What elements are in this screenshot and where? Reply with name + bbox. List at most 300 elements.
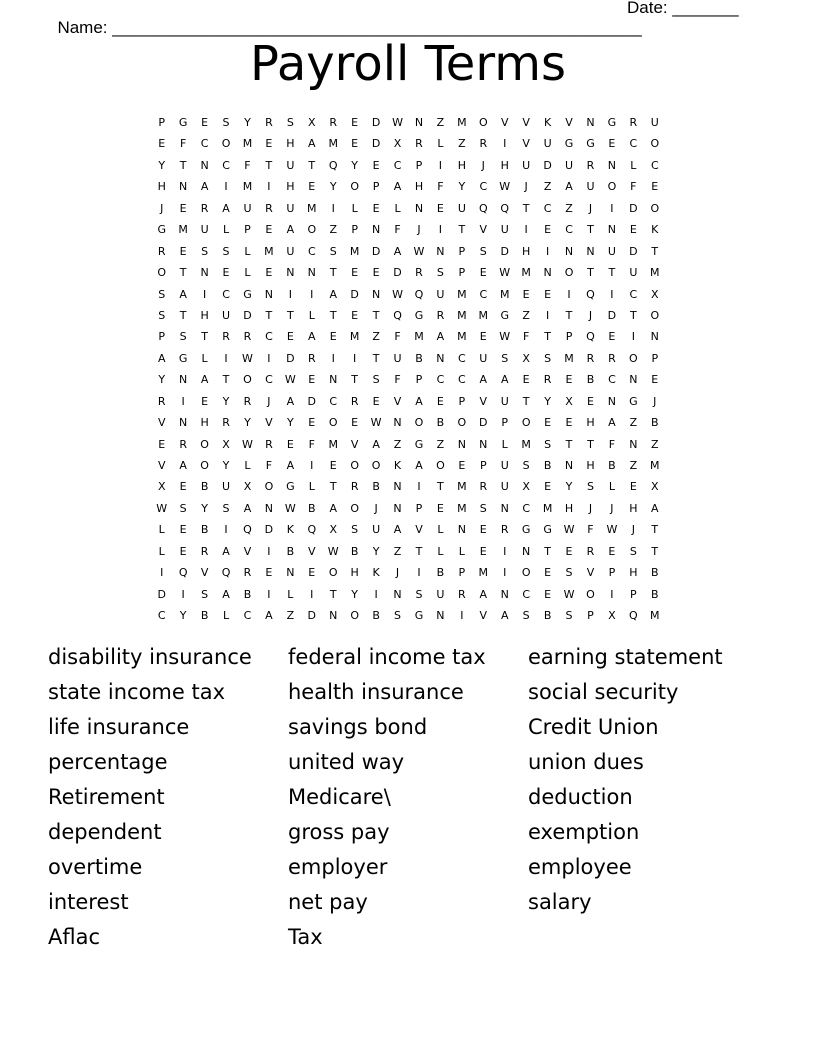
- grid-letter: M: [650, 609, 660, 623]
- grid-row: [151, 219, 666, 240]
- grid-letter: F: [244, 158, 251, 172]
- grid-letter: I: [202, 287, 207, 301]
- word-item: net pay: [288, 890, 368, 914]
- grid-letter: A: [415, 394, 423, 408]
- grid-letter: Y: [244, 416, 251, 430]
- grid-letter: R: [222, 416, 230, 430]
- grid-letter: B: [651, 587, 659, 601]
- grid-letter: L: [244, 244, 251, 258]
- grid-letter: C: [307, 244, 316, 258]
- grid-letter: E: [651, 373, 659, 387]
- grid-letter: L: [222, 223, 230, 237]
- grid-letter: Q: [478, 201, 488, 215]
- grid-letter: I: [224, 351, 228, 365]
- grid-letter: Y: [351, 158, 359, 172]
- grid-letter: K: [286, 523, 294, 537]
- word-column: [528, 640, 768, 955]
- grid-letter: R: [307, 351, 316, 365]
- grid-letter: T: [286, 308, 294, 322]
- grid-letter: G: [500, 308, 509, 322]
- grid-letter: V: [308, 544, 316, 558]
- grid-letter: W: [563, 587, 575, 601]
- grid-letter: B: [350, 544, 359, 558]
- grid-letter: H: [414, 180, 424, 194]
- grid-letter: E: [179, 544, 187, 558]
- grid-row: [151, 476, 666, 497]
- grid-letter: L: [630, 158, 637, 172]
- grid-letter: W: [242, 437, 253, 451]
- grid-letter: I: [545, 308, 550, 322]
- grid-letter: G: [157, 223, 166, 237]
- grid-letter: O: [629, 351, 638, 365]
- grid-letter: S: [544, 351, 552, 365]
- grid-letter: I: [503, 566, 507, 580]
- grid-letter: L: [244, 459, 251, 472]
- grid-letter: T: [544, 330, 551, 344]
- grid-letter: L: [158, 523, 165, 537]
- grid-letter: U: [286, 201, 295, 215]
- grid-letter: S: [479, 244, 487, 258]
- grid-letter: N: [436, 609, 445, 623]
- grid-letter: D: [371, 137, 381, 151]
- grid-letter: C: [458, 373, 466, 387]
- grid-letter: P: [372, 180, 380, 194]
- grid-letter: X: [651, 287, 659, 301]
- grid-letter: F: [587, 523, 594, 537]
- grid-letter: E: [179, 523, 187, 537]
- word-item: union dues: [528, 750, 644, 774]
- grid-letter: Z: [629, 416, 638, 430]
- grid-letter: T: [587, 223, 594, 237]
- grid-letter: M: [521, 266, 531, 280]
- grid-letter: A: [286, 223, 295, 237]
- grid-letter: E: [308, 566, 316, 580]
- grid-letter: U: [222, 308, 231, 322]
- grid-letter: C: [629, 287, 638, 301]
- grid-row: [151, 305, 666, 326]
- grid-letter: J: [653, 394, 657, 408]
- grid-letter: U: [586, 180, 595, 194]
- grid-letter: U: [565, 158, 574, 172]
- grid-row: [151, 605, 666, 626]
- grid-letter: T: [587, 266, 594, 280]
- grid-letter: I: [267, 351, 271, 365]
- grid-letter: H: [500, 158, 509, 172]
- grid-letter: D: [307, 609, 317, 623]
- grid-letter: L: [287, 587, 294, 601]
- grid-letter: K: [393, 459, 402, 472]
- word-item: overtime: [48, 855, 143, 879]
- grid-letter: N: [307, 266, 316, 280]
- grid-letter: E: [286, 437, 294, 451]
- grid-letter: C: [436, 373, 445, 387]
- grid-letter: M: [457, 480, 467, 494]
- grid-letter: Q: [414, 287, 424, 301]
- grid-letter: T: [629, 308, 637, 322]
- grid-letter: P: [458, 266, 466, 280]
- grid-row: [151, 541, 666, 562]
- grid-letter: G: [414, 609, 424, 623]
- grid-letter: X: [243, 480, 252, 494]
- grid-letter: W: [284, 373, 296, 387]
- grid-row: [151, 112, 666, 133]
- grid-letter: V: [393, 394, 402, 408]
- grid-letter: Y: [329, 180, 337, 194]
- grid-letter: X: [565, 394, 573, 408]
- grid-letter: G: [543, 523, 552, 537]
- grid-letter: S: [222, 116, 230, 129]
- grid-letter: J: [588, 201, 593, 215]
- grid-letter: N: [500, 587, 509, 601]
- grid-letter: E: [544, 480, 552, 494]
- grid-letter: I: [610, 201, 614, 215]
- grid-letter: O: [328, 416, 338, 430]
- grid-letter: S: [565, 566, 573, 580]
- grid-row: [151, 455, 666, 476]
- grid-letter: L: [308, 480, 315, 494]
- grid-letter: E: [544, 566, 552, 580]
- grid-letter: B: [651, 416, 659, 430]
- grid-letter: A: [329, 287, 337, 301]
- grid-letter: T: [329, 480, 337, 494]
- grid-letter: W: [499, 330, 511, 344]
- grid-letter: M: [307, 201, 317, 215]
- grid-letter: Y: [222, 394, 230, 408]
- grid-letter: Y: [458, 180, 466, 194]
- grid-letter: V: [522, 137, 530, 151]
- grid-letter: V: [415, 523, 423, 537]
- grid-row: [151, 176, 666, 197]
- grid-letter: I: [610, 287, 614, 301]
- grid-letter: E: [436, 201, 444, 215]
- grid-letter: U: [500, 480, 509, 494]
- grid-letter: J: [395, 566, 400, 580]
- grid-letter: D: [307, 394, 317, 408]
- grid-letter: H: [629, 566, 638, 580]
- grid-letter: A: [157, 351, 166, 365]
- grid-letter: N: [371, 287, 381, 301]
- grid-letter: Q: [393, 308, 402, 322]
- grid-letter: E: [544, 587, 552, 601]
- grid-letter: B: [243, 587, 252, 601]
- grid-letter: S: [222, 244, 230, 258]
- grid-letter: D: [629, 201, 638, 215]
- grid-letter: L: [394, 201, 401, 215]
- grid-letter: G: [178, 351, 188, 365]
- grid-letter: M: [478, 308, 489, 322]
- grid-letter: R: [200, 201, 209, 215]
- grid-letter: M: [564, 351, 574, 365]
- grid-row: [151, 584, 666, 605]
- grid-letter: N: [329, 373, 338, 387]
- grid-letter: M: [650, 266, 660, 280]
- grid-letter: I: [310, 459, 314, 472]
- grid-letter: C: [243, 609, 252, 623]
- grid-letter: G: [607, 116, 617, 129]
- grid-letter: E: [329, 459, 337, 472]
- grid-letter: U: [436, 587, 445, 601]
- grid-letter: Q: [243, 523, 252, 537]
- grid-letter: I: [181, 587, 185, 601]
- grid-letter: M: [457, 287, 467, 301]
- grid-letter: S: [479, 501, 487, 515]
- word-item: Credit Union: [528, 715, 659, 739]
- grid-row: [151, 155, 666, 176]
- grid-letter: I: [610, 587, 614, 601]
- grid-row: [151, 326, 666, 347]
- grid-letter: R: [222, 330, 230, 344]
- grid-letter: H: [564, 501, 574, 515]
- grid-letter: Q: [307, 523, 317, 537]
- grid-letter: N: [564, 244, 574, 258]
- grid-letter: C: [522, 501, 530, 515]
- grid-letter: P: [415, 158, 423, 172]
- grid-letter: N: [286, 566, 295, 580]
- grid-letter: X: [308, 116, 316, 129]
- grid-letter: D: [500, 244, 509, 258]
- grid-letter: A: [415, 459, 423, 472]
- grid-letter: H: [350, 566, 359, 580]
- grid-letter: P: [630, 587, 637, 601]
- grid-letter: W: [499, 180, 511, 194]
- grid-letter: Y: [372, 544, 380, 558]
- grid-letter: N: [479, 437, 488, 451]
- grid-letter: P: [458, 566, 466, 580]
- grid-letter: X: [329, 523, 337, 537]
- grid-letter: T: [544, 544, 551, 558]
- grid-letter: U: [436, 287, 445, 301]
- grid-letter: S: [158, 308, 166, 322]
- grid-row: [151, 348, 666, 369]
- grid-letter: E: [479, 523, 487, 537]
- grid-letter: I: [374, 587, 378, 601]
- grid-letter: V: [157, 459, 166, 472]
- grid-letter: B: [543, 459, 552, 472]
- grid-letter: U: [222, 480, 231, 494]
- grid-letter: D: [607, 308, 617, 322]
- grid-letter: E: [436, 501, 444, 515]
- grid-letter: C: [543, 201, 552, 215]
- word-item: social security: [528, 680, 679, 704]
- grid-letter: J: [588, 308, 593, 322]
- grid-letter: N: [264, 287, 274, 301]
- grid-letter: A: [308, 330, 316, 344]
- grid-letter: P: [415, 501, 423, 515]
- grid-letter: T: [329, 266, 337, 280]
- grid-letter: H: [286, 137, 295, 151]
- word-item: state income tax: [48, 680, 225, 704]
- grid-letter: C: [265, 373, 273, 387]
- grid-letter: T: [201, 330, 208, 344]
- grid-letter: A: [479, 373, 488, 387]
- grid-letter: F: [608, 437, 616, 451]
- grid-letter: J: [267, 394, 271, 408]
- grid-letter: I: [267, 544, 271, 558]
- grid-letter: S: [201, 244, 209, 258]
- grid-letter: T: [351, 373, 359, 387]
- grid-letter: M: [264, 244, 274, 258]
- grid-letter: S: [179, 501, 187, 515]
- grid-letter: G: [564, 137, 574, 151]
- grid-letter: Q: [221, 566, 231, 580]
- grid-letter: I: [503, 544, 507, 558]
- grid-letter: O: [650, 308, 660, 322]
- grid-letter: R: [157, 244, 166, 258]
- grid-letter: A: [222, 544, 230, 558]
- grid-letter: A: [222, 587, 230, 601]
- grid-letter: L: [222, 609, 230, 623]
- grid-letter: T: [372, 308, 380, 322]
- grid-letter: M: [457, 330, 467, 344]
- grid-letter: F: [179, 137, 187, 151]
- grid-letter: R: [243, 566, 252, 580]
- grid-letter: G: [521, 523, 531, 537]
- grid-letter: H: [457, 158, 466, 172]
- grid-letter: E: [179, 201, 187, 215]
- grid-letter: N: [607, 394, 617, 408]
- grid-letter: P: [351, 223, 358, 237]
- grid-letter: U: [650, 116, 659, 129]
- grid-letter: C: [393, 158, 402, 172]
- grid-letter: L: [437, 523, 444, 537]
- grid-letter: R: [243, 330, 252, 344]
- grid-letter: H: [586, 459, 595, 472]
- name-field-label: Name: ________________________________________________________: [57, 18, 642, 37]
- grid-letter: E: [308, 180, 316, 194]
- grid-row: [151, 198, 666, 219]
- grid-row: [151, 434, 666, 455]
- grid-letter: M: [457, 308, 467, 322]
- grid-letter: S: [586, 480, 594, 494]
- grid-letter: Z: [393, 437, 402, 451]
- grid-letter: N: [436, 244, 445, 258]
- grid-letter: R: [157, 394, 166, 408]
- grid-letter: O: [200, 437, 209, 451]
- grid-letter: D: [286, 351, 295, 365]
- grid-letter: G: [243, 287, 252, 301]
- grid-letter: A: [393, 180, 402, 194]
- grid-letter: I: [545, 244, 550, 258]
- grid-letter: H: [522, 244, 531, 258]
- grid-letter: Y: [565, 480, 573, 494]
- grid-letter: E: [329, 330, 337, 344]
- grid-letter: T: [415, 544, 423, 558]
- grid-letter: C: [650, 158, 659, 172]
- word-column: [288, 640, 528, 955]
- grid-letter: P: [158, 116, 166, 129]
- grid-letter: V: [350, 437, 359, 451]
- grid-letter: A: [286, 459, 295, 472]
- grid-letter: I: [288, 287, 292, 301]
- grid-letter: W: [242, 351, 253, 365]
- grid-letter: N: [393, 501, 402, 515]
- word-item: dependent: [48, 820, 162, 844]
- grid-letter: A: [393, 523, 402, 537]
- grid-letter: O: [157, 266, 167, 280]
- word-item: deduction: [528, 785, 633, 809]
- grid-letter: F: [437, 180, 444, 194]
- grid-letter: B: [308, 501, 316, 515]
- grid-letter: Q: [178, 566, 188, 580]
- grid-letter: D: [350, 287, 359, 301]
- grid-letter: P: [158, 330, 166, 344]
- grid-letter: T: [372, 351, 380, 365]
- grid-letter: W: [327, 544, 339, 558]
- grid-letter: Y: [244, 116, 251, 129]
- grid-letter: E: [608, 330, 616, 344]
- grid-letter: O: [478, 116, 488, 129]
- grid-letter: E: [651, 180, 659, 194]
- grid-letter: W: [499, 266, 511, 280]
- grid-letter: P: [651, 351, 659, 365]
- grid-letter: E: [565, 544, 573, 558]
- word-item: united way: [288, 750, 405, 774]
- grid-letter: J: [481, 158, 485, 172]
- grid-letter: N: [329, 609, 338, 623]
- grid-letter: P: [565, 330, 573, 344]
- grid-letter: H: [157, 180, 166, 194]
- grid-letter: B: [200, 480, 209, 494]
- grid-letter: N: [393, 480, 402, 494]
- grid-letter: N: [179, 416, 188, 430]
- grid-letter: O: [350, 501, 359, 515]
- grid-letter: B: [372, 480, 380, 494]
- grid-letter: G: [629, 394, 638, 408]
- grid-letter: V: [157, 416, 166, 430]
- grid-letter: S: [501, 351, 509, 365]
- grid-letter: X: [393, 137, 402, 151]
- grid-letter: L: [458, 544, 465, 558]
- grid-letter: C: [522, 587, 530, 601]
- grid-letter: N: [179, 373, 188, 387]
- grid-letter: G: [178, 116, 188, 129]
- grid-row: [151, 262, 666, 283]
- grid-letter: S: [522, 459, 530, 472]
- grid-letter: E: [372, 266, 380, 280]
- grid-letter: V: [565, 116, 573, 129]
- grid-letter: K: [543, 116, 552, 129]
- grid-letter: S: [436, 266, 444, 280]
- grid-letter: F: [522, 330, 530, 344]
- grid-letter: A: [200, 373, 209, 387]
- grid-letter: A: [286, 394, 295, 408]
- grid-letter: Q: [586, 287, 595, 301]
- grid-letter: C: [222, 287, 230, 301]
- grid-letter: Y: [179, 609, 187, 623]
- grid-row: [151, 241, 666, 262]
- grid-letter: S: [544, 437, 552, 451]
- grid-letter: P: [501, 416, 509, 430]
- grid-letter: E: [158, 437, 166, 451]
- word-item: Medicare\: [288, 785, 391, 809]
- grid-letter: E: [372, 201, 380, 215]
- grid-letter: E: [351, 116, 359, 129]
- grid-letter: J: [610, 501, 614, 515]
- grid-row: [151, 519, 666, 540]
- grid-row: [151, 369, 666, 390]
- grid-letter: N: [586, 116, 595, 129]
- word-item: salary: [528, 890, 592, 914]
- word-column: [48, 640, 288, 955]
- grid-letter: U: [243, 201, 252, 215]
- grid-letter: A: [479, 587, 488, 601]
- grid-letter: Z: [436, 437, 445, 451]
- grid-letter: Z: [629, 459, 638, 472]
- grid-letter: A: [500, 373, 509, 387]
- grid-letter: O: [264, 480, 274, 494]
- grid-letter: A: [393, 244, 402, 258]
- grid-letter: E: [522, 287, 530, 301]
